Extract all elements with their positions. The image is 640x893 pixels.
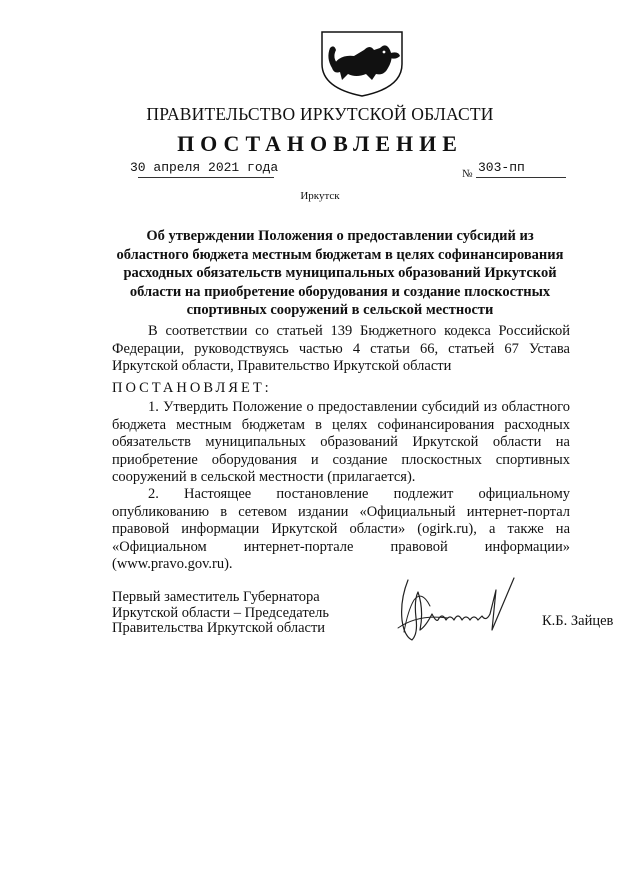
document-date: 30 апреля 2021 года [130, 160, 279, 175]
number-label: № [462, 168, 473, 180]
handwritten-signature [378, 570, 528, 655]
signer-position-line-3: Правительства Иркутской области [112, 620, 326, 636]
item-2-paragraph: 2. Настоящее постановление подлежит официальному опубликованию в сетевом издании «Официальный интернет-портал правовой информации Иркутской области» (ogirk.ru), а также на «Официальном интернет-портале правовой информации» (www.pravo.gov.ru). [112, 486, 570, 572]
government-name: ПРАВИТЕЛЬСТВО ИРКУТСКОЙ ОБЛАСТИ [146, 104, 494, 124]
city: Иркутск [300, 190, 340, 202]
preamble-paragraph: В соответствии со статьей 139 Бюджетного кодекса Российской Федерации, руководствуясь частью 4 статьи 66, статьей 67 Устава Иркутской области, Правительство Иркутской области [112, 323, 570, 374]
item-1-paragraph: 1. Утвердить Положение о предоставлении субсидий из областного бюджета местным бюджетам в целях софинансирования расходных обязательств муниципальных образований Иркутской области на приобретение оборудования и создание плоскостных спортивных сооружений в сельской местности (прилагается). [112, 399, 570, 485]
signer-name: К.Б. Зайцев [542, 613, 614, 629]
date-underline [138, 177, 274, 178]
decree-word: ПОСТАНОВЛЯЕТ: [112, 380, 272, 396]
document-number: 303-пп [478, 160, 525, 175]
document-title: Об утверждении Положения о предоставлении субсидий из областного бюджета местным бюджетам в целях софинансирования расходных обязательств муниципальных образований Иркутской области на приобретение оборудования и создание плоскостных спортивных сооружений в сельской местности [116, 228, 564, 318]
signer-position-line-1: Первый заместитель Губернатора [112, 589, 320, 605]
coat-of-arms-icon [310, 28, 414, 98]
document-type: ПОСТАНОВЛЕНИЕ [177, 131, 463, 156]
number-underline [476, 177, 566, 178]
signer-position [112, 590, 329, 637]
signer-position-line-2: Иркутской области – Председатель [112, 604, 329, 621]
